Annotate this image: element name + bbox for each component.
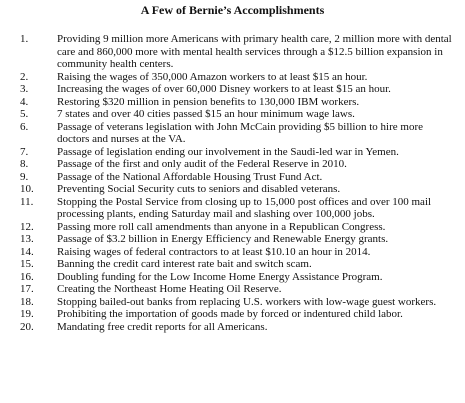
item-text: Mandating free credit reports for all Americans. xyxy=(57,320,268,333)
item-text: Passage of $3.2 billion in Energy Efficiency and Renewable Energy grants. xyxy=(57,233,389,245)
item-number: 6. xyxy=(20,120,29,133)
item-number: 5. xyxy=(20,108,29,120)
list-item xyxy=(0,96,465,109)
item-text: 7 states and over 40 cities passed $15 an hour minimum wage laws. xyxy=(57,108,355,120)
item-text: Raising the wages of 350,000 Amazon workers to at least $15 an hour. xyxy=(57,70,368,83)
document-title: A Few of Bernie’s Accomplishments xyxy=(140,3,325,17)
list-item xyxy=(0,271,465,284)
list-item xyxy=(0,71,465,84)
list-item xyxy=(0,258,465,271)
item-text: Increasing the wages of over 60,000 Disney workers to at least $15 an hour. xyxy=(57,83,391,95)
item-number: 15. xyxy=(20,258,34,270)
list-item xyxy=(0,296,465,309)
list-item xyxy=(0,33,465,71)
item-text: Preventing Social Security cuts to seniors and disabled veterans. xyxy=(57,183,341,195)
item-number: 3. xyxy=(20,83,29,95)
item-text: Raising wages of federal contractors to at least $10.10 an hour in 2014. xyxy=(57,245,371,258)
item-number: 17. xyxy=(20,283,34,295)
list-item xyxy=(0,308,465,321)
list-item xyxy=(0,146,465,159)
item-text: Passage of the first and only audit of the Federal Reserve in 2010. xyxy=(57,158,347,170)
item-number: 12. xyxy=(20,220,34,233)
list-item xyxy=(0,321,465,334)
item-text: Stopping bailed-out banks from replacing U.S. workers with low-wage guest workers. xyxy=(57,295,437,308)
list-item xyxy=(0,121,465,146)
item-number: 9. xyxy=(20,170,29,183)
list-item xyxy=(0,171,465,184)
item-number: 10. xyxy=(20,183,34,195)
item-text: Stopping the Postal Service from closing up to 15,000 post offices and over 100 mail processing plants, ending Saturday mail and slashing over 100,000 jobs. xyxy=(57,195,432,220)
item-text: Restoring $320 million in pension benefits to 130,000 IBM workers. xyxy=(57,95,360,108)
item-text: Prohibiting the importation of goods made by forced or indentured child labor. xyxy=(57,308,403,320)
item-number: 8. xyxy=(20,158,29,170)
item-number: 4. xyxy=(20,95,29,108)
item-number: 20. xyxy=(20,320,34,333)
list-item xyxy=(0,283,465,296)
item-number: 11. xyxy=(20,195,34,208)
list-item xyxy=(0,158,465,171)
item-number: 7. xyxy=(20,145,29,158)
list-item xyxy=(0,221,465,234)
list-item xyxy=(0,83,465,96)
item-text: Passing more roll call amendments than anyone in a Republican Congress. xyxy=(57,220,386,233)
item-number: 16. xyxy=(20,270,34,283)
list-item xyxy=(0,246,465,259)
list-item xyxy=(0,196,465,221)
item-number: 19. xyxy=(20,308,34,320)
item-text: Providing 9 million more Americans with primary health care, 2 million more with dental care and 860,000 more with mental health services through a $12.5 billion expansion in community health centers. xyxy=(57,33,452,70)
item-text: Creating the Northeast Home Heating Oil Reserve. xyxy=(57,283,282,295)
item-text: Passage of legislation ending our involvement in the Saudi-led war in Yemen. xyxy=(57,145,399,158)
list-item xyxy=(0,183,465,196)
item-text: Doubling funding for the Low Income Home Energy Assistance Program. xyxy=(57,270,383,283)
item-text: Banning the credit card interest rate bait and switch scam. xyxy=(57,258,312,270)
item-text: Passage of veterans legislation with John McCain providing $5 billion to hire more doctors and nurses at the VA. xyxy=(57,120,423,145)
item-text: Passage of the National Affordable Housing Trust Fund Act. xyxy=(57,170,323,183)
accomplishments-list xyxy=(0,33,465,333)
item-number: 18. xyxy=(20,295,34,308)
item-number: 14. xyxy=(20,245,34,258)
item-number: 13. xyxy=(20,233,34,245)
item-number: 2. xyxy=(20,70,29,83)
list-item xyxy=(0,108,465,121)
item-number: 1. xyxy=(20,33,29,45)
list-item xyxy=(0,233,465,246)
